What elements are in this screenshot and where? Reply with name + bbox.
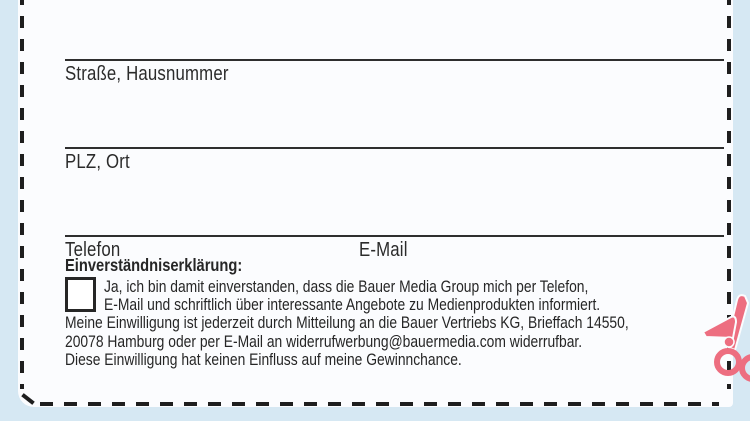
- consent-optin-text: Ja, ich bin damit einverstanden, dass die Bauer Media Group mich per Telefon, E-Mail und schriftlich über interessante Angebote zu Medienprodukten informiert.: [104, 278, 601, 314]
- coupon: [18, 0, 733, 407]
- zip-city-label: PLZ, Ort: [65, 151, 130, 173]
- scissors-icon: [695, 290, 750, 390]
- cut-border-corner: [21, 393, 34, 405]
- consent-checkbox[interactable]: [65, 277, 96, 312]
- consent-heading: Einverständniserklärung:: [65, 255, 243, 275]
- street-label: Straße, Hausnummer: [65, 63, 229, 85]
- street-input-line[interactable]: [65, 59, 724, 61]
- phone-email-input-line[interactable]: [65, 235, 724, 237]
- phone-label: Telefon: [65, 239, 121, 261]
- cut-border-left: [20, 0, 24, 389]
- consent-revocation-text: Meine Einwilligung ist jederzeit durch Mitteilung an die Bauer Vertriebs KG, Brieffach 14550, 20078 Hamburg oder per E-Mail an widerrufwerbung@bauermedia.com widerrufbar. Diese Einwilligung hat keinen Einfluss auf meine Gewinnchance.: [65, 314, 629, 369]
- zip-city-input-line[interactable]: [65, 147, 724, 149]
- coupon-content: [40, 0, 730, 407]
- email-label: E-Mail: [359, 239, 408, 261]
